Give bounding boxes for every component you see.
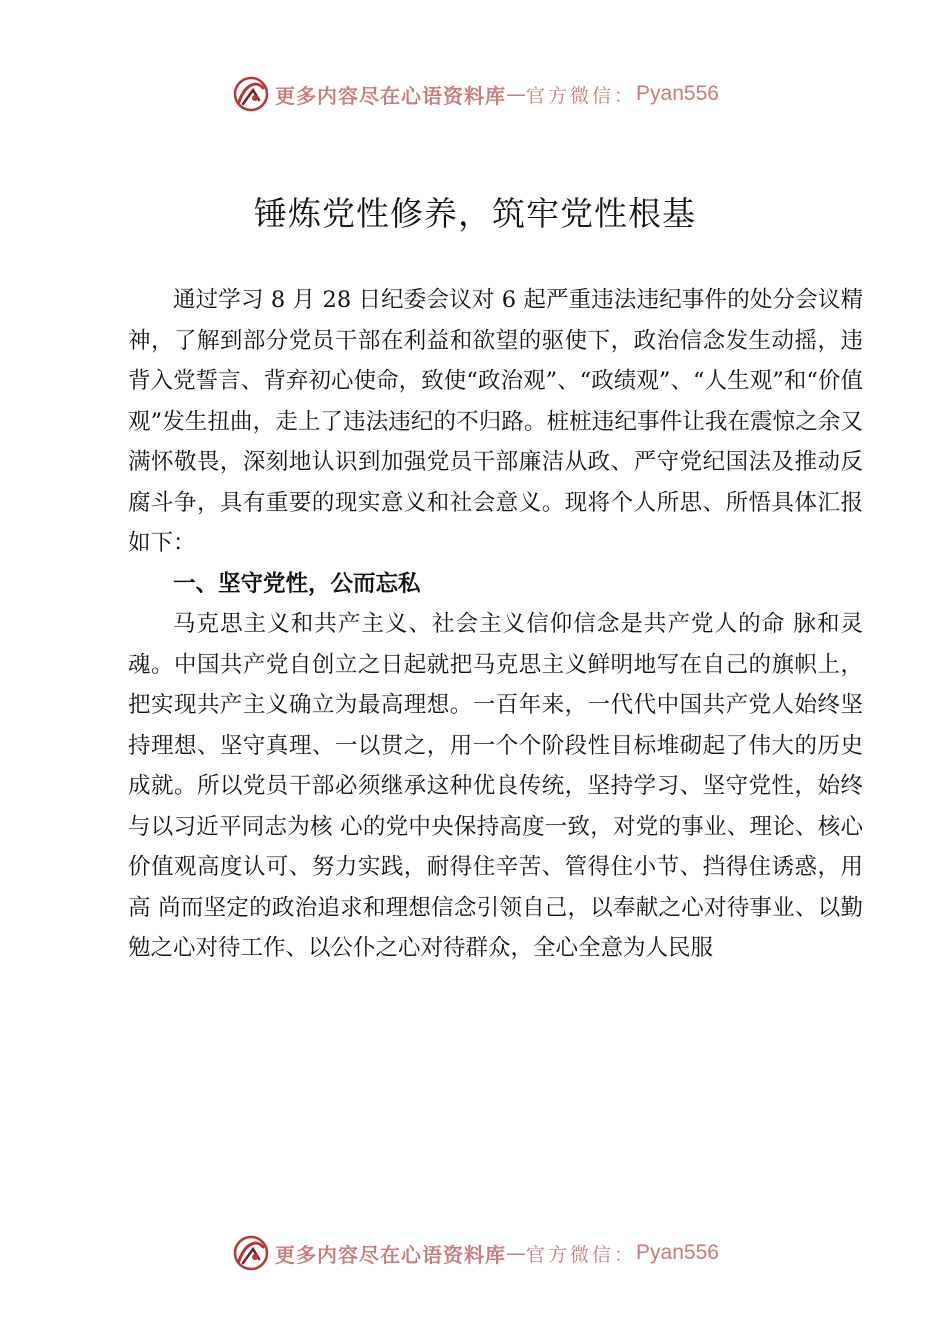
watermark-wechat-label: 官方微信： (526, 84, 637, 107)
watermark-main-text: 更多内容尽在心语资料库 (275, 1242, 507, 1267)
watermark-dash: — (506, 82, 527, 106)
document-body (128, 280, 863, 969)
red-seal-logo-icon (231, 74, 271, 114)
red-seal-logo-icon (231, 1233, 271, 1273)
header-watermark (0, 72, 950, 116)
watermark-wechat-label: 官方微信： (526, 1243, 637, 1266)
intro-paragraph: 通过学习 8 月 28 日纪委会议对 6 起严重违法违纪事件的处分会议精神，了解到部分党员干部在利益和欲望的驱使下，政治信念发生动摇，违背入党誓言、背弃初心使命，致使“政治观”、“政绩观”、“人生观”和“价值观”发生扭曲，走上了违法违纪的不归路。桩桩违纪事件让我在震惊之余又满怀敬畏，深刻地认识到加强党员干部廉洁从政、严守党纪国法及推动反腐斗争，具有重要的现实意义和社会意义。现将个人所思、所悟具体汇报如下： (128, 287, 863, 556)
watermark-main-text: 更多内容尽在心语资料库 (275, 83, 507, 108)
footer-watermark (0, 1231, 950, 1275)
section-heading: 一、坚守党性，公而忘私 (173, 570, 421, 597)
watermark-dash: — (506, 1241, 527, 1265)
watermark-wechat-id: Pyan556 (636, 1241, 719, 1264)
document-title: 锤炼党性修养，筑牢党性根基 (254, 194, 696, 234)
section-paragraph: 马克思主义和共产主义、社会主义信仰信念是共产党人的命 脉和灵魂。中国共产党自创立之日起就把马克思主义鲜明地写在自己的旗帜上，把实现共产主义确立为最高理想。一百年来，一代代中国共产党人始终坚持理想、坚守真理、一以贯之，用一个个阶段性目标堆砌起了伟大的历史成就。所以党员干部必须继承这种优良传统，坚持学习、坚守党性，始终与以习近平同志为核 心的党中央保持高度一致，对党的事业、理论、核心价值观高度认可、努力实践，耐得住辛苦、管得住小节、挡得住诱惑，用高 尚而坚定的政治追求和理想信念引领自己，以奉献之心对待事业、以勤勉之心对待工作、以公仆之心对待群众，全心全意为人民服 (128, 611, 863, 961)
watermark-wechat-id: Pyan556 (636, 82, 719, 105)
